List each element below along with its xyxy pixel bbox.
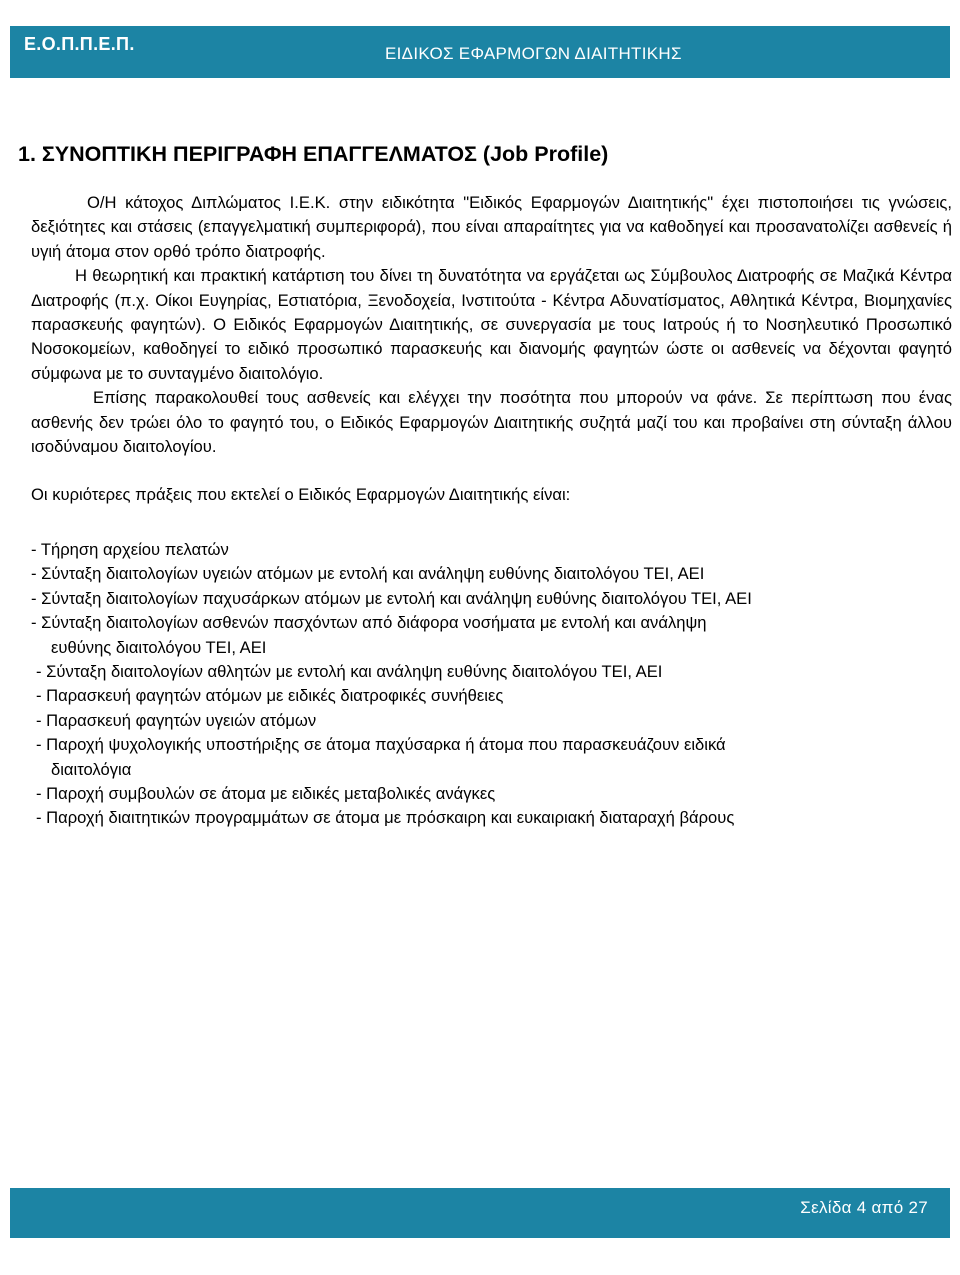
list-item: - Παροχή ψυχολογικής υποστήριξης σε άτομα παχύσαρκα ή άτομα που παρασκευάζουν ειδικά [36, 735, 726, 755]
header-organization: Ε.Ο.Π.Π.Ε.Π. [24, 34, 135, 54]
intro-paragraph: Ο/Η κάτοχος Διπλώματος Ι.Ε.Κ. στην ειδικότητα "Ειδικός Εφαρμογών Διαιτητικής" έχει πιστοποιήσει τις γνώσεις, δεξιότητες και στάσεις (επαγγελματική συμπεριφορά), που είναι απαραίτητες για να καθοδηγεί και προσανατολίζει ασθενείς ή υγιή άτομα στον ορθό τρόπο διατροφής. [31, 193, 952, 261]
tasks-list [31, 538, 952, 831]
list-item: - Σύνταξη διαιτολογίων υγειών ατόμων με εντολή και ανάληψη ευθύνης διαιτολόγου ΤΕΙ, ΑΕΙ [31, 564, 705, 584]
training-paragraph: Η θεωρητική και πρακτική κατάρτιση του δίνει τη δυνατότητα να εργάζεται ως Σύμβουλος Διατροφής σε Μαζικά Κέντρα Διατροφής (π.χ. Οίκοι Ευγηρίας, Εστιατόρια, Ξενοδοχεία, Ινστιτούτα - Κέντρα Αδυνατίσματος, Αθλητικά Κέντρα, Βιομηχανίες παρασκευής φαγητών). Ο Ειδικός Εφαρμογών Διαιτητικής, σε συνεργασία με τους Ιατρούς ή το Νοσηλευτικό Προσωπικό Νοσοκομείων, καθοδηγεί το ειδικό προσωπικό παρασκευής και διανομής φαγητών ώστε οι ασθενείς να δέχονται φαγητό σύμφωνα με το συνταγμένο διαιτολόγιο. [31, 266, 952, 383]
list-item: - Παροχή συμβουλών σε άτομα με ειδικές μεταβολικές ανάγκες [36, 783, 496, 803]
list-item: - Παρασκευή φαγητών υγειών ατόμων [36, 710, 317, 730]
section-title: 1. ΣΥΝΟΠΤΙΚΗ ΠΕΡΙΓΡΑΦΗ ΕΠΑΓΓΕΛΜΑΤΟΣ (Job Profile) [18, 142, 609, 166]
document-body [31, 191, 952, 831]
list-item-continuation: ευθύνης διαιτολόγου ΤΕΙ, ΑΕΙ [51, 637, 267, 657]
list-item-continuation: διαιτολόγια [51, 759, 132, 779]
list-item: - Παροχή διαιτητικών προγραμμάτων σε άτομα με πρόσκαιρη και ευκαιριακή διαταραχή βάρους [36, 808, 735, 828]
list-item: - Σύνταξη διαιτολογίων αθλητών με εντολή και ανάληψη ευθύνης διαιτολόγου ΤΕΙ, ΑΕΙ [36, 661, 663, 681]
list-item: - Σύνταξη διαιτολογίων ασθενών πασχόντων από διάφορα νοσήματα με εντολή και ανάληψη [31, 613, 707, 633]
page-header [10, 26, 950, 78]
list-item: - Τήρηση αρχείου πελατών [31, 539, 229, 559]
page-footer [10, 1188, 950, 1238]
monitoring-paragraph: Επίσης παρακολουθεί τους ασθενείς και ελέγχει την ποσότητα που μπορούν να φάνε. Σε περίπτωση που ένας ασθενής δεν τρώει όλο το φαγητό του, ο Ειδικός Εφαρμογών Διαιτητικής συζητά μαζί του και προβαίνει στη σύνταξη άλλου ισοδύναμου διαιτολογίου. [31, 388, 952, 457]
list-item: - Παρασκευή φαγητών ατόμων με ειδικές διατροφικές συνήθειες [36, 686, 504, 706]
page-number: Σελίδα 4 από 27 [800, 1198, 928, 1217]
main-tasks-intro: Οι κυριότερες πράξεις που εκτελεί ο Ειδικός Εφαρμογών Διαιτητικής είναι: [31, 485, 571, 505]
header-specialty-title: ΕΙΔΙΚΟΣ ΕΦΑΡΜΟΓΩΝ ΔΙΑΙΤΗΤΙΚΗΣ [385, 44, 682, 63]
list-item: - Σύνταξη διαιτολογίων παχυσάρκων ατόμων με εντολή και ανάληψη ευθύνης διαιτολόγου ΤΕΙ, ΑΕΙ [31, 588, 752, 608]
